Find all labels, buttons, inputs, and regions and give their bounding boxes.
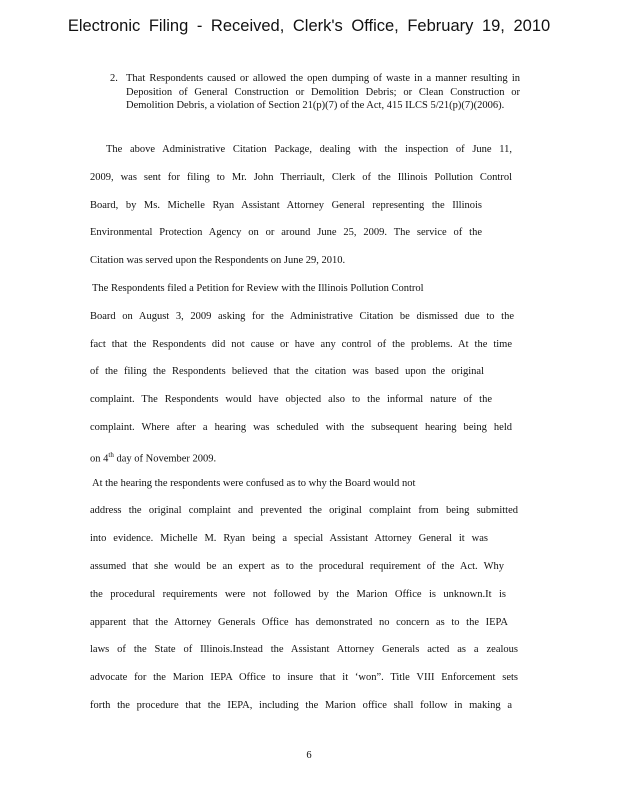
- body-line: into evidence. Michelle M. Ryan being a special Assistant Attorney General it was: [90, 533, 488, 544]
- body-line: Environmental Protection Agency on or around June 25, 2009. The service of the: [90, 227, 482, 238]
- body-line: laws of the State of Illinois.Instead the Assistant Attorney Generals acted as a zealous: [90, 644, 518, 655]
- body-line: apparent that the Attorney Generals Office has demonstrated no concern as to the IEPA: [90, 617, 508, 628]
- item-number: 2.: [110, 73, 118, 84]
- body-line: The Respondents filed a Petition for Review with the Illinois Pollution Control: [92, 283, 424, 294]
- date-prefix: on 4: [90, 453, 109, 465]
- body-line: advocate for the Marion IEPA Office to insure that it ‘won”. Title VIII Enforcement sets: [90, 672, 518, 683]
- body-line: of the filing the Respondents believed that the citation was based upon the original: [90, 366, 484, 377]
- body-line: 2009, was sent for filing to Mr. John Therriault, Clerk of the Illinois Pollution Control: [90, 172, 512, 183]
- body-line: the procedural requirements were not followed by the Marion Office is unknown.It is: [90, 589, 506, 600]
- body-line: assumed that she would be an expert as to the procedural requirement of the Act. Why: [90, 561, 504, 572]
- electronic-filing-header: Electronic Filing - Received, Clerk's Office, February 19, 2010: [67, 17, 551, 35]
- body-line: Citation was served upon the Respondents on June 29, 2010.: [90, 255, 346, 266]
- date-line: [90, 448, 216, 467]
- item-text: That Respondents caused or allowed the open dumping of waste in a manner resulting in Deposition of General Construction or Demolition Debris; or Clean Construction or Demolition Debris, a violation of Section 21(p)(7) of the Act, 415 ILCS 5/21(p)(7)(2006).: [126, 73, 520, 111]
- body-line: forth the procedure that the IEPA, including the Marion office shall follow in making a: [90, 700, 512, 711]
- body-line: The above Administrative Citation Package, dealing with the inspection of June 11,: [106, 144, 512, 155]
- body-line: fact that the Respondents did not cause or have any control of the problems. At the time: [90, 339, 512, 350]
- ordinal-suffix: th: [108, 451, 114, 459]
- body-line: complaint. Where after a hearing was scheduled with the subsequent hearing being held: [90, 422, 512, 433]
- page-number: 6: [306, 750, 312, 761]
- body-line: Board, by Ms. Michelle Ryan Assistant Attorney General representing the Illinois: [90, 200, 482, 211]
- body-line: At the hearing the respondents were confused as to why the Board would not: [92, 478, 416, 489]
- date-suffix: day of November 2009.: [113, 453, 217, 465]
- body-line: Board on August 3, 2009 asking for the Administrative Citation be dismissed due to the: [90, 311, 514, 322]
- body-line: address the original complaint and prevented the original complaint from being submitted: [90, 505, 518, 516]
- body-line: complaint. The Respondents would have objected also to the informal nature of the: [90, 394, 492, 405]
